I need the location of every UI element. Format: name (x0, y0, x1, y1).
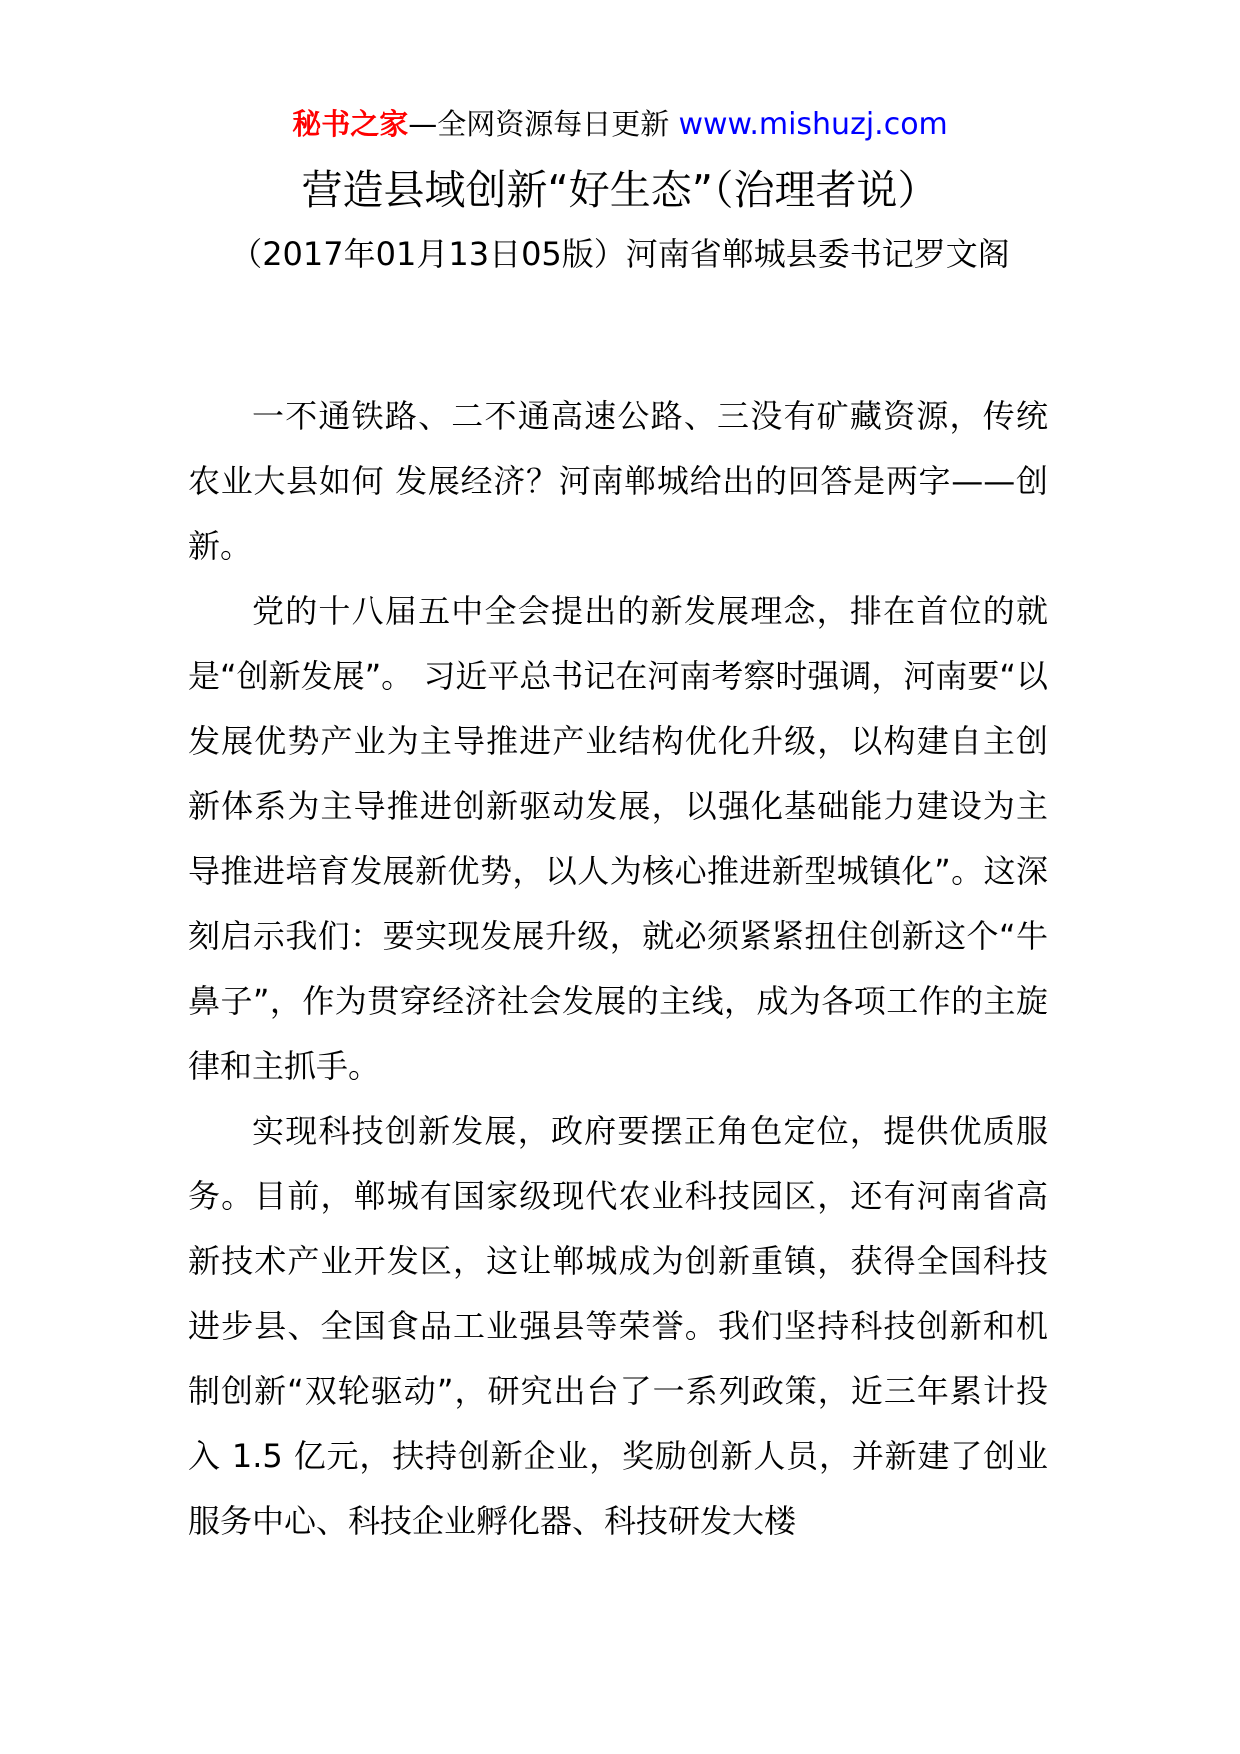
site-url-link[interactable]: www.mishuzj.com (678, 107, 948, 142)
article-body (188, 384, 1048, 1554)
site-brand: 秘书之家 (292, 107, 409, 141)
site-tagline: —全网资源每日更新 (408, 107, 670, 141)
article-paragraph: 实现科技创新发展，政府要摆正角色定位，提供优质服务。目前，郸城有国家级现代农业科技园区，还有河南省高新技术产业开发区，这让郸城成为创新重镇，获得全国科技进步县、全国食品工业强县等荣誉。我们坚持科技创新和机制创新“双轮驱动”，研究出台了一系列政策，近三年累计投入 1.5 亿元，扶持创新企业，奖励创新人员，并新建了创业服务中心、科技企业孵化器、科技研发大楼 (188, 1112, 1048, 1540)
site-header (0, 100, 1240, 149)
article-title: 营造县域创新“好生态”（治理者说） (301, 166, 939, 214)
article-paragraph: 党的十八届五中全会提出的新发展理念，排在首位的就是“创新发展”。 习近平总书记在河南考察时强调，河南要“以发展优势产业为主导推进产业结构优化升级，以构建自主创新体系为主导推进创新驱动发展，以强化基础能力建设为主导推进培育发展新优势，以人为核心推进新型城镇化”。这深刻启示我们：要实现发展升级，就必须紧紧扭住创新这个“牛鼻子”，作为贯穿经济社会发展的主线，成为各项工作的主旋律和主抓手。 (188, 592, 1048, 1085)
article-paragraph: 一不通铁路、二不通高速公路、三没有矿藏资源，传统农业大县如何 发展经济？河南郸城给出的回答是两字——创新。 (188, 397, 1048, 565)
article-byline: （2017年01月13日05版）河南省郸城县委书记罗文阁 (230, 235, 1010, 273)
